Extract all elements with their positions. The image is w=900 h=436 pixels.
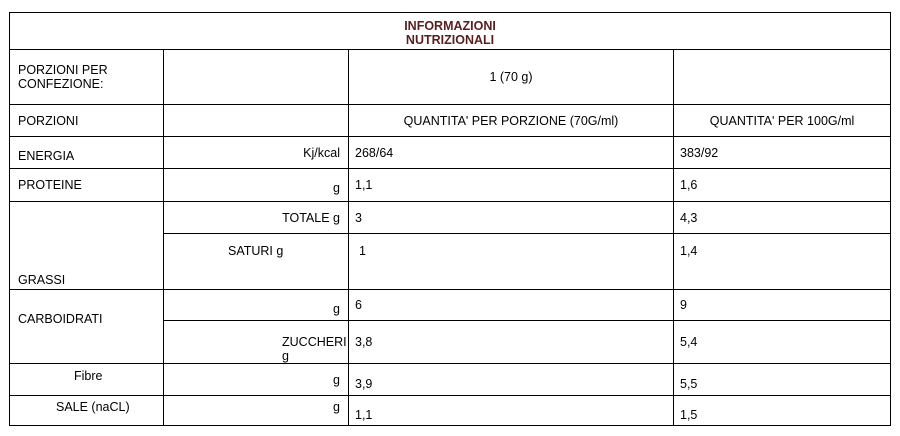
servings-label: PORZIONI PER CONFEZIONE: <box>10 50 164 105</box>
servings-row <box>10 50 891 105</box>
per-portion-header: QUANTITA' PER PORZIONE (70G/ml) <box>349 105 674 137</box>
header-empty-cell <box>164 105 349 137</box>
fat-total-per-100: 4,3 <box>674 202 891 234</box>
sugars-unit: ZUCCHERI g <box>164 321 349 364</box>
servings-empty-cell-2 <box>674 50 891 105</box>
carbs-per-100: 9 <box>674 290 891 321</box>
title-line-2: NUTRIZIONALI <box>405 33 495 47</box>
portions-header-label: PORZIONI <box>10 105 164 137</box>
fat-saturated-per-100: 1,4 <box>674 234 891 290</box>
energy-per-portion: 268/64 <box>349 137 674 169</box>
table-title <box>10 13 891 50</box>
protein-per-portion: 1,1 <box>349 169 674 202</box>
fibre-per-portion: 3,9 <box>349 364 674 396</box>
fibre-unit: g <box>164 364 349 396</box>
fibre-label: Fibre <box>10 364 164 396</box>
salt-per-100: 1,5 <box>674 396 891 426</box>
carbs-unit: g <box>164 290 349 321</box>
fat-saturated-per-portion: 1 <box>349 234 674 290</box>
carbs-row <box>10 290 891 321</box>
fat-label: GRASSI <box>10 202 164 290</box>
fat-total-row <box>10 202 891 234</box>
salt-label: SALE (naCL) <box>10 396 164 426</box>
fibre-per-100: 5,5 <box>674 364 891 396</box>
sugars-per-100: 5,4 <box>674 321 891 364</box>
salt-unit: g <box>164 396 349 426</box>
fat-saturated-unit: SATURI g <box>164 234 349 290</box>
fibre-row <box>10 364 891 396</box>
fat-total-per-portion: 3 <box>349 202 674 234</box>
protein-label: PROTEINE <box>10 169 164 202</box>
energy-per-100: 383/92 <box>674 137 891 169</box>
carbs-per-portion: 6 <box>349 290 674 321</box>
protein-per-100: 1,6 <box>674 169 891 202</box>
salt-per-portion: 1,1 <box>349 396 674 426</box>
servings-empty-cell <box>164 50 349 105</box>
protein-unit: g <box>164 169 349 202</box>
per-100-header: QUANTITA' PER 100G/ml <box>674 105 891 137</box>
energy-row <box>10 137 891 169</box>
nutrition-table <box>9 12 891 426</box>
sugars-per-portion: 3,8 <box>349 321 674 364</box>
title-row <box>10 13 891 50</box>
protein-row <box>10 169 891 202</box>
title-line-1: INFORMAZIONI <box>404 19 496 33</box>
carbs-label: CARBOIDRATI <box>10 290 164 364</box>
servings-value: 1 (70 g) <box>349 50 674 105</box>
energy-label: ENERGIA <box>10 137 164 169</box>
header-row <box>10 105 891 137</box>
fat-total-unit: TOTALE g <box>164 202 349 234</box>
salt-row <box>10 396 891 426</box>
energy-unit: Kj/kcal <box>164 137 349 169</box>
